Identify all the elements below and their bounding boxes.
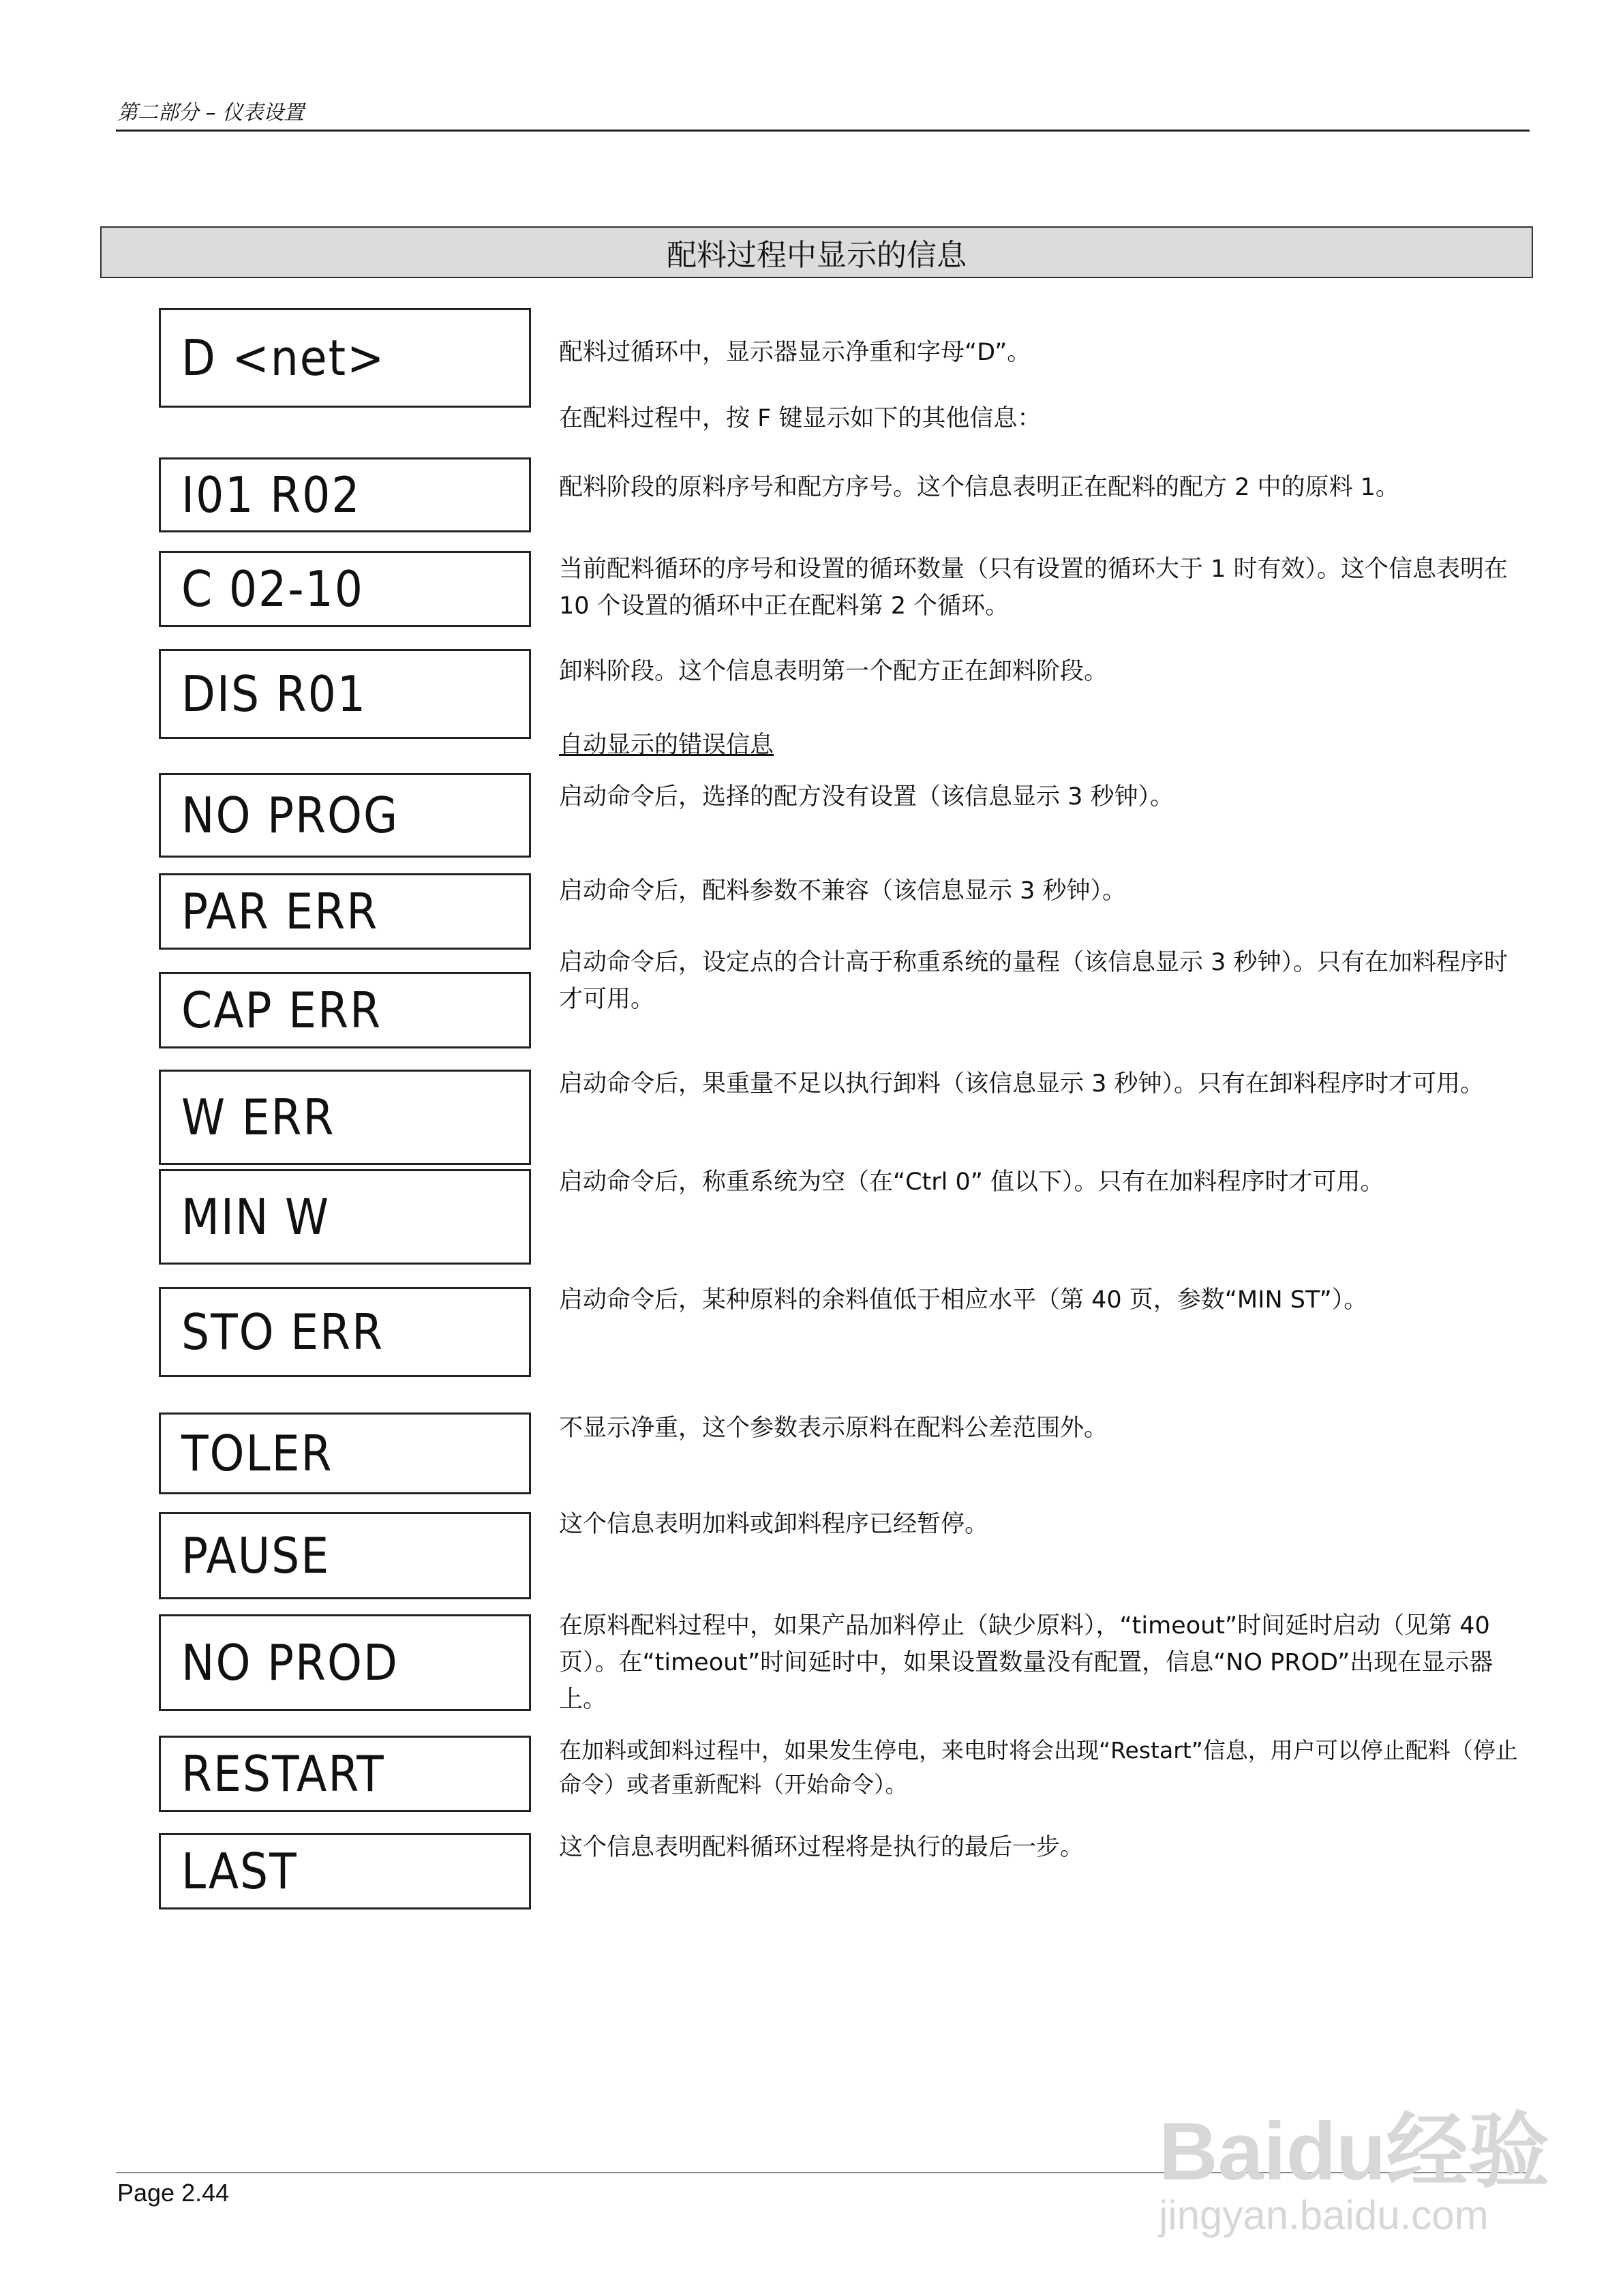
running-header: 第二部分 – 仪表设置 xyxy=(117,101,305,125)
description-no-prod: 在原料配料过程中，如果产品加料停止（缺少原料），“timeout”时间延时启动（见第 40 页）。在“timeout”时间延时中，如果设置数量没有配置，信息“NO PROD”出现在显示器上。 xyxy=(559,1612,1493,1713)
lcd-display-net: D <net> xyxy=(159,308,531,408)
lcd-display-cap-err: CAP ERR xyxy=(159,972,531,1048)
description-ingredient-recipe: 配料阶段的原料序号和配方序号。这个信息表明正在配料的配方 2 中的原料 1。 xyxy=(559,474,1399,501)
lcd-display-no-prod: NO PROD xyxy=(159,1614,531,1711)
lcd-display-cycle: C 02-10 xyxy=(159,551,531,627)
lcd-display-toler: TOLER xyxy=(159,1413,531,1494)
lcd-display-par-err: PAR ERR xyxy=(159,873,531,950)
lcd-display-restart: RESTART xyxy=(159,1736,531,1812)
watermark-url: jingyan.baidu.com xyxy=(1159,2192,1489,2238)
lcd-display-last: LAST xyxy=(159,1833,531,1909)
description-f-key: 在配料过程中，按 F 键显示如下的其他信息： xyxy=(559,405,1042,432)
description-toler: 不显示净重，这个参数表示原料在配料公差范围外。 xyxy=(559,1415,1108,1442)
error-messages-subheading: 自动显示的错误信息 xyxy=(559,731,774,759)
lcd-display-pause: PAUSE xyxy=(159,1512,531,1599)
lcd-display-w-err: W ERR xyxy=(159,1070,531,1165)
description-cap-err: 启动命令后，设定点的合计高于称重系统的量程（该信息显示 3 秒钟）。只有在加料程序时才可用。 xyxy=(559,949,1508,1013)
description-discharge: 卸料阶段。这个信息表明第一个配方正在卸料阶段。 xyxy=(559,658,1108,685)
header-divider xyxy=(116,130,1530,132)
description-pause: 这个信息表明加料或卸料程序已经暂停。 xyxy=(559,1511,989,1538)
description-w-err: 启动命令后，果重量不足以执行卸料（该信息显示 3 秒钟）。只有在卸料程序时才可用。 xyxy=(559,1070,1485,1098)
description-no-prog: 启动命令后，选择的配方没有设置（该信息显示 3 秒钟）。 xyxy=(559,783,1174,811)
lcd-display-min-w: MIN W xyxy=(159,1169,531,1265)
lcd-display-no-prog: NO PROG xyxy=(159,773,531,858)
description-sto-err: 启动命令后，某种原料的余料值低于相应水平（第 40 页，参数“MIN ST”）。 xyxy=(559,1286,1368,1314)
watermark-logo: Baidu经验 xyxy=(1159,2106,1550,2197)
description-cycle: 当前配料循环的序号和设置的循环数量（只有设置的循环大于 1 时有效）。这个信息表明在 10 个设置的循环中正在配料第 2 个循环。 xyxy=(559,556,1508,620)
lcd-display-sto-err: STO ERR xyxy=(159,1287,531,1377)
description-last: 这个信息表明配料循环过程将是执行的最后一步。 xyxy=(559,1834,1084,1861)
description-restart: 在加料或卸料过程中，如果发生停电，来电时将会出现“Restart”信息，用户可以停止配料（停止命令）或者重新配料（开始命令）。 xyxy=(559,1737,1518,1798)
description-min-w: 启动命令后，称重系统为空（在“Ctrl 0” 值以下）。只有在加料程序时才可用。 xyxy=(559,1168,1384,1196)
lcd-display-ingredient-recipe: I01 R02 xyxy=(159,457,531,532)
description-net: 配料过循环中，显示器显示净重和字母“D”。 xyxy=(559,339,1031,366)
section-title: 配料过程中显示的信息 xyxy=(100,226,1533,278)
description-par-err: 启动命令后，配料参数不兼容（该信息显示 3 秒钟）。 xyxy=(559,877,1127,905)
lcd-display-discharge: DIS R01 xyxy=(159,649,531,739)
page-number: Page 2.44 xyxy=(117,2179,230,2207)
